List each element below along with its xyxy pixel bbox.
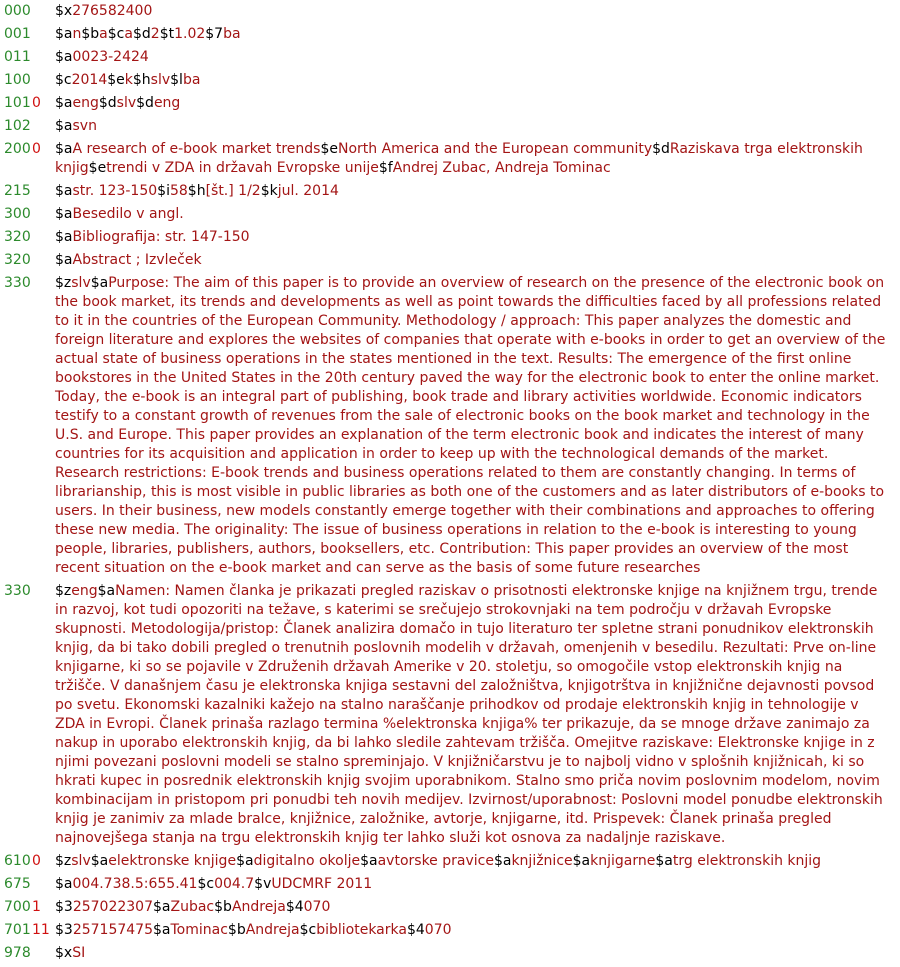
subfield-code: $d <box>132 26 151 42</box>
subfield-code: $c <box>197 876 215 892</box>
subfield-code: $a <box>55 26 73 42</box>
subfield-value: Andreja <box>245 922 300 938</box>
field-value <box>55 25 900 44</box>
subfield-value: a <box>124 26 133 42</box>
subfield-value: slv <box>116 95 137 111</box>
subfield-code: $b <box>227 922 246 938</box>
subfield-value: eng <box>72 95 99 111</box>
subfield-value: Namen: Namen članka je prikazati pregled raziskav o prisotnosti elektronske knjige na knjižnem trgu, trende in razvoj, kot tudi opozoriti na težave, s katerimi se srečujejo strokovnjaki na tem področju v državah Evropske skupnosti. Metodologija/pristop: Članek analizira domačo in tujo literaturo ter spletne strani ponudnikov elektronskih knjig, da bi tako dobili pregled o trenutnih poslovnih modelih v državah, omenjenih v besedilu. Rezultati: Prve on-line knjigarne, ki so se pojavile v Združenih državah Amerike v 20. stoletju, so omogočile vstop elektronskih knjig na tržišče. V današnjem času je elektronska knjiga sestavni del založništva, knjigotrštva in knjižnične dejavnosti povsod po svetu. Ekonomski kazalniki kažejo na stalno naraščanje prihodkov od prodaje elektronskih knjig in tehnologije v ZDA in Evropi. Članek prinaša razlago termina %elektronska knjiga% ter prikazuje, da se mnoge države zanimajo za nakup in uporabo elektronskih knjig, da bi lahko sledile zahtevam tržišča. Omejitve raziskave: Elektronske knjige in z njimi povezani poslovni modeli se stalno spreminjajo. V knjižničarstvu je to najbolj vidno v splošnih knjižnicah, ki so hkrati kupec in posrednik elektronskih knjig svojim uporabnikom. Stalno smo priča novim poslovnim modelom, novim kombinacijam in pristopom pri ponudbi teh novih medijev. Izvirnost/uporabnost: Poslovni model ponudbe elektronskih knjig je zanimiv za mlade bralce, knjižnice, založnike, avtorje, knjigarne, itd. Prispevek: Članek prinaša pregled najnovejšega stanja na trgu elektronskih knjig ter lahko služi kot osnova za nadaljnje raziskave. <box>55 583 883 846</box>
subfield-code: $h <box>132 72 151 88</box>
subfield-value: A research of e-book market trends <box>72 141 321 157</box>
subfield-value: slv <box>71 853 91 869</box>
subfield-value: Abstract ; Izvleček <box>72 252 202 268</box>
subfield-code: $4 <box>406 922 425 938</box>
subfield-value: Besedilo v angl. <box>72 206 184 222</box>
field-row-320 <box>4 228 900 247</box>
field-tag: 000 <box>4 3 31 19</box>
subfield-code: $a <box>90 275 109 291</box>
field-indicator <box>32 117 55 136</box>
field-indicator <box>32 582 55 848</box>
subfield-value: 070 <box>424 922 452 938</box>
field-row-675 <box>4 875 900 894</box>
field-indicator: 0 <box>32 95 41 111</box>
subfield-code: $i <box>157 183 170 199</box>
subfield-value: 004.7 <box>214 876 255 892</box>
subfield-code: $a <box>55 141 73 157</box>
field-row-701 <box>4 921 900 940</box>
subfield-value: Andreja <box>231 899 286 915</box>
subfield-value: slv <box>71 275 91 291</box>
field-tag: 101 <box>4 95 31 111</box>
field-row-320 <box>4 251 900 270</box>
field-row-330 <box>4 582 900 848</box>
subfield-code: $x <box>55 945 73 961</box>
subfield-value: Zubac <box>170 899 215 915</box>
subfield-value: digitalno okolje <box>253 853 361 869</box>
field-row-200 <box>4 140 900 178</box>
field-row-102 <box>4 117 900 136</box>
subfield-value: str. 123-150 <box>72 183 158 199</box>
subfield-code: $a <box>55 183 73 199</box>
subfield-code: $4 <box>285 899 304 915</box>
subfield-code: $z <box>55 583 72 599</box>
subfield-code: $d <box>98 95 117 111</box>
subfield-value: 2014 <box>71 72 108 88</box>
subfield-code: $k <box>260 183 278 199</box>
field-tag: 978 <box>4 945 31 961</box>
field-value <box>55 944 900 963</box>
field-indicator <box>32 2 55 21</box>
subfield-code: $a <box>153 922 171 938</box>
field-row-215 <box>4 182 900 201</box>
subfield-value: jul. 2014 <box>277 183 339 199</box>
subfield-value: 1.02 <box>174 26 206 42</box>
field-tag: 001 <box>4 26 31 42</box>
subfield-code: $a <box>55 876 73 892</box>
subfield-value: ba <box>223 26 241 42</box>
field-tag: 675 <box>4 876 31 892</box>
subfield-value: knjigarne <box>590 853 656 869</box>
field-row-700 <box>4 898 900 917</box>
field-indicator <box>32 228 55 247</box>
subfield-code: $t <box>159 26 175 42</box>
subfield-value: SI <box>72 945 86 961</box>
subfield-value: 004.738.5:655.41 <box>72 876 198 892</box>
field-row-100 <box>4 71 900 90</box>
subfield-value: knjižnice <box>511 853 573 869</box>
subfield-value: svn <box>72 118 97 134</box>
field-value <box>55 182 900 201</box>
subfield-value: 257022307 <box>72 899 153 915</box>
field-row-101 <box>4 94 900 113</box>
field-value <box>55 875 900 894</box>
subfield-code: $a <box>236 853 254 869</box>
subfield-code: $v <box>254 876 272 892</box>
subfield-value: 2 <box>150 26 160 42</box>
subfield-value: k <box>124 72 133 88</box>
subfield-value: 257157475 <box>72 922 153 938</box>
field-tag: 700 <box>4 899 31 915</box>
field-tag: 330 <box>4 583 31 599</box>
subfield-value: 58 <box>169 183 188 199</box>
subfield-value: [št.] 1/2 <box>205 183 261 199</box>
subfield-code: $e <box>320 141 338 157</box>
field-value <box>55 274 900 578</box>
subfield-value: 0023-2424 <box>72 49 149 65</box>
subfield-value: Bibliografija: str. 147-150 <box>72 229 250 245</box>
subfield-value: 276582400 <box>72 3 153 19</box>
subfield-value: Raziskava trga elektronskih knjig <box>55 141 863 176</box>
field-indicator <box>32 205 55 224</box>
field-row-000 <box>4 2 900 21</box>
subfield-code: $x <box>55 3 73 19</box>
subfield-value: 070 <box>303 899 331 915</box>
field-indicator: 1 <box>32 899 41 915</box>
subfield-value: trg elektronskih knjig <box>672 853 822 869</box>
subfield-code: $a <box>55 229 73 245</box>
field-indicator <box>32 25 55 44</box>
subfield-code: $d <box>652 141 670 157</box>
field-tag: 102 <box>4 118 31 134</box>
field-value <box>55 71 900 90</box>
subfield-value: North America and the European community <box>338 141 653 157</box>
subfield-code: $a <box>55 49 73 65</box>
field-tag: 330 <box>4 275 31 291</box>
subfield-value: n <box>72 26 82 42</box>
subfield-code: $a <box>493 853 512 869</box>
subfield-code: $d <box>136 95 154 111</box>
subfield-code: $3 <box>55 922 73 938</box>
field-tag: 610 <box>4 853 31 869</box>
field-indicator <box>32 48 55 67</box>
field-value <box>55 140 900 178</box>
field-indicator <box>32 182 55 201</box>
subfield-code: $a <box>655 853 673 869</box>
field-row-330 <box>4 274 900 578</box>
field-indicator: 11 <box>32 922 50 938</box>
subfield-code: $z <box>55 853 72 869</box>
field-value <box>55 117 900 136</box>
field-value <box>55 852 900 871</box>
field-tag: 320 <box>4 252 31 268</box>
field-indicator <box>32 274 55 578</box>
subfield-value: eng <box>71 583 98 599</box>
subfield-code: $h <box>187 183 206 199</box>
field-tag: 701 <box>4 922 31 938</box>
field-row-011 <box>4 48 900 67</box>
field-tag: 215 <box>4 183 31 199</box>
field-value <box>55 94 900 113</box>
subfield-code: $e <box>88 160 107 176</box>
field-tag: 300 <box>4 206 31 222</box>
field-value <box>55 898 900 917</box>
subfield-value: Purpose: The aim of this paper is to provide an overview of research on the presence of the electronic book on the book market, its trends and developments as well as point towards the difficulties faced by all professions related to it in the countries of the European Community. Methodology / approach: This paper analyzes the domestic and foreign literature and explores the websites of companies that operate with e-books in order to get an overview of the actual state of business operations in the states mentioned in the text. Results: The emergence of the first online bookstores in the United States in the 20th century paved the way for the electronic book to enter the online market. Today, the e-book is an integral part of publishing, book trade and library activities worldwide. Economic indicators testify to a constant growth of revenues from the sale of electronic books on the book market and technology in the U.S. and Europe. This paper provides an explanation of the term electronic book and indicates the interest of many countries for its acquisition and application in order to keep up with the technological demands of the market. Research restrictions: E-book trends and business operations related to them are constantly changing. In terms of librarianship, this is most visible in public libraries as both one of the customers and as later distributors of e-books to users. In their business, new models constantly emerge together with their combinations and approaches to offering these new media. The originality: The issue of business operations in relation to the e-book is interesting to young people, libraries, publishers, authors, booksellers, etc. Contribution: This paper provides an overview of the most recent situation on the e-book market and can serve as the basis of some future researches <box>55 275 886 576</box>
field-row-610 <box>4 852 900 871</box>
subfield-code: $3 <box>55 899 73 915</box>
subfield-code: $a <box>55 206 73 222</box>
subfield-code: $a <box>572 853 591 869</box>
field-value <box>55 921 900 940</box>
subfield-code: $z <box>55 275 72 291</box>
subfield-code: $f <box>378 160 393 176</box>
subfield-value: slv <box>150 72 171 88</box>
subfield-value: avtorske pravice <box>377 853 494 869</box>
field-row-001 <box>4 25 900 44</box>
field-indicator <box>32 71 55 90</box>
subfield-value: a <box>99 26 108 42</box>
field-value <box>55 582 900 848</box>
subfield-code: $a <box>153 899 171 915</box>
subfield-code: $a <box>55 252 73 268</box>
subfield-value: elektronske knjige <box>108 853 237 869</box>
field-indicator <box>32 944 55 963</box>
subfield-value: trendi v ZDA in državah Evropske unije <box>106 160 379 176</box>
subfield-value: UDCMRF 2011 <box>271 876 373 892</box>
field-indicator: 0 <box>32 853 41 869</box>
subfield-code: $a <box>97 583 116 599</box>
field-value <box>55 48 900 67</box>
subfield-code: $b <box>214 899 232 915</box>
subfield-value: Andrej Zubac, Andreja Tominac <box>392 160 611 176</box>
field-tag: 200 <box>4 141 31 157</box>
field-value <box>55 205 900 224</box>
subfield-code: $e <box>107 72 125 88</box>
field-row-978 <box>4 944 900 963</box>
field-tag: 100 <box>4 72 31 88</box>
field-tag: 320 <box>4 229 31 245</box>
subfield-code: $a <box>360 853 378 869</box>
subfield-value: bibliotekarka <box>316 922 407 938</box>
subfield-code: $c <box>55 72 72 88</box>
field-tag: 011 <box>4 49 31 65</box>
field-indicator: 0 <box>32 141 41 157</box>
field-value <box>55 2 900 21</box>
subfield-value: ba <box>182 72 201 88</box>
field-value <box>55 251 900 270</box>
field-row-300 <box>4 205 900 224</box>
subfield-code: $a <box>55 118 73 134</box>
subfield-code: $a <box>90 853 109 869</box>
subfield-value: eng <box>153 95 181 111</box>
subfield-code: $b <box>81 26 100 42</box>
subfield-value: Tominac <box>170 922 228 938</box>
subfield-code: $7 <box>205 26 224 42</box>
subfield-code: $c <box>107 26 125 42</box>
subfield-code: $a <box>55 95 73 111</box>
subfield-code: $l <box>170 72 183 88</box>
field-value <box>55 228 900 247</box>
field-indicator <box>32 251 55 270</box>
subfield-code: $c <box>299 922 317 938</box>
field-indicator <box>32 875 55 894</box>
